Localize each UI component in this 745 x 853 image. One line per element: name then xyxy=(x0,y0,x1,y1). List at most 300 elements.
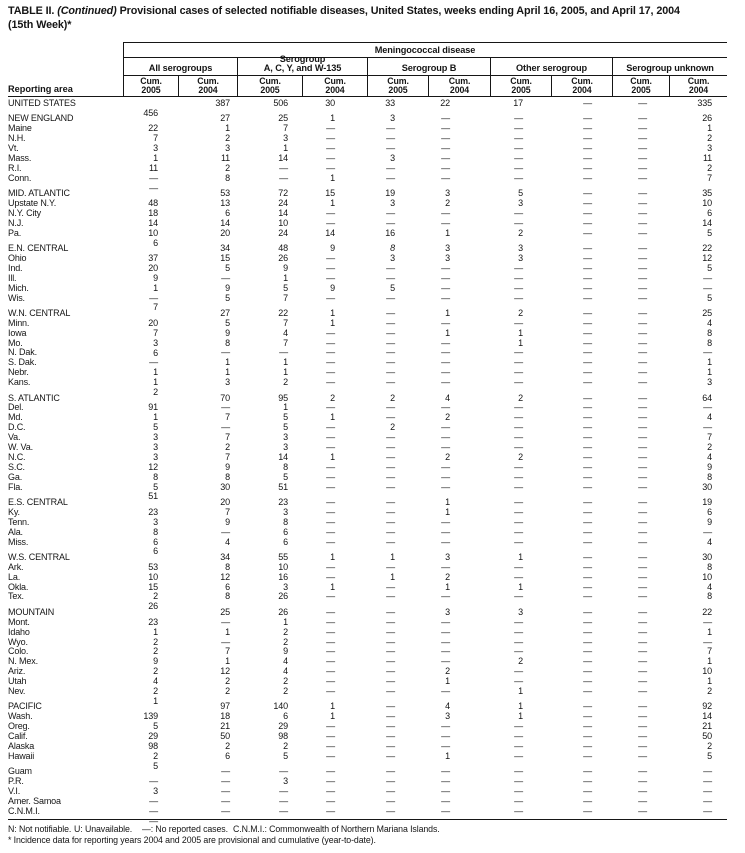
table-title xyxy=(8,5,727,32)
cell: — xyxy=(386,561,395,572)
cell: 1 xyxy=(225,656,230,667)
cell: — xyxy=(514,766,523,777)
cell: — xyxy=(638,481,647,492)
cell: 1 xyxy=(283,616,288,627)
cell: — xyxy=(441,471,450,482)
cell: — xyxy=(326,805,335,816)
cell: — xyxy=(638,347,647,358)
cell: 2 xyxy=(445,571,450,582)
cell: 20 xyxy=(148,317,158,328)
cell: 3 xyxy=(283,506,288,517)
cell: — xyxy=(514,516,523,527)
cell: — xyxy=(514,442,523,452)
cell: — xyxy=(386,471,395,482)
row-area-label: Mo. xyxy=(8,337,23,348)
cell: 1 xyxy=(707,656,712,667)
row-area-label: N.J. xyxy=(8,217,24,228)
cell: — xyxy=(638,731,647,742)
cell: 1 xyxy=(153,367,158,378)
row-area-label: Tenn. xyxy=(8,516,30,527)
cell: — xyxy=(326,402,335,413)
row-area-label: N.H. xyxy=(8,133,26,144)
cum-year-header: Cum. 2005 xyxy=(612,75,669,97)
cell: 20 xyxy=(220,227,230,238)
row-area-label: Miss. xyxy=(8,536,29,547)
cell: 2 xyxy=(225,162,230,173)
cell: — xyxy=(386,685,395,696)
cell: — xyxy=(583,282,592,293)
cell: 6 xyxy=(283,711,288,722)
cell: 14 xyxy=(148,217,158,228)
cell: — xyxy=(583,392,592,403)
footnote-not-notifiable: N: Not notifiable. xyxy=(8,823,72,834)
cell: 23 xyxy=(278,496,288,507)
cell: — xyxy=(386,262,395,273)
cell: 23 xyxy=(148,506,158,517)
table-container xyxy=(8,0,727,853)
cell: 8 xyxy=(707,337,712,348)
cell: — xyxy=(638,496,647,507)
cell: 3 xyxy=(445,252,450,263)
cell: — xyxy=(514,262,523,273)
cell: — xyxy=(583,701,592,712)
cell: 9 xyxy=(225,461,230,472)
cell: — xyxy=(583,461,592,472)
cell: — xyxy=(441,207,450,218)
cell: 9 xyxy=(283,646,288,657)
cell: — xyxy=(638,666,647,677)
cell: — xyxy=(638,143,647,154)
cell: — xyxy=(386,207,395,218)
row-area-label: Wyo. xyxy=(8,636,28,647)
cell: — xyxy=(326,292,335,303)
cell: — xyxy=(638,292,647,303)
cell: — xyxy=(386,272,395,283)
cell: — xyxy=(638,272,647,283)
header-bottom-rule xyxy=(8,96,727,97)
cell: 3 xyxy=(153,442,158,453)
row-area-label: D.C. xyxy=(8,422,26,433)
row-area-label: Fla. xyxy=(8,481,23,492)
cell: — xyxy=(221,766,230,777)
cell: — xyxy=(638,188,647,199)
cell: 1 xyxy=(225,626,230,637)
cell: — xyxy=(638,551,647,562)
cell: 6 xyxy=(153,347,158,358)
cell: — xyxy=(514,805,523,816)
cell: 2 xyxy=(390,392,395,403)
cell: — xyxy=(583,317,592,328)
cell: 3 xyxy=(283,581,288,592)
cell: 1 xyxy=(445,496,450,507)
cell: — xyxy=(514,636,523,647)
cell: 9 xyxy=(153,656,158,667)
cell: — xyxy=(583,188,592,199)
cell: — xyxy=(514,536,523,547)
cell: — xyxy=(386,337,395,348)
cell: — xyxy=(583,292,592,303)
cell: — xyxy=(514,721,523,732)
cell: 95 xyxy=(278,392,288,403)
cell: — xyxy=(703,795,712,806)
cell: — xyxy=(638,795,647,806)
cell: — xyxy=(386,461,395,472)
cell: — xyxy=(221,402,230,413)
cell: — xyxy=(638,536,647,547)
cell: — xyxy=(386,646,395,657)
cell: — xyxy=(326,367,335,378)
cell: 70 xyxy=(220,392,230,403)
cell: — xyxy=(583,561,592,572)
cell: — xyxy=(441,292,450,303)
cell: 17 xyxy=(513,98,523,108)
cell: 2 xyxy=(283,740,288,751)
cell: 3 xyxy=(283,432,288,443)
cell: — xyxy=(441,591,450,602)
cell: 16 xyxy=(278,571,288,582)
cell: 1 xyxy=(445,327,450,338)
table-section xyxy=(8,701,727,771)
cell: — xyxy=(583,98,592,108)
cell: 7 xyxy=(283,317,288,328)
table-row xyxy=(8,172,727,193)
cell: 1 xyxy=(330,451,335,462)
cell: — xyxy=(514,786,523,796)
cell: — xyxy=(583,207,592,218)
cell: 3 xyxy=(283,442,288,452)
cell: — xyxy=(441,217,450,228)
cell: — xyxy=(514,317,523,328)
cell: — xyxy=(583,432,592,443)
cell: 15 xyxy=(220,252,230,263)
cell: — xyxy=(583,143,592,154)
cell: — xyxy=(326,461,335,472)
cell: — xyxy=(638,461,647,472)
cell: 3 xyxy=(445,188,450,199)
cell: — xyxy=(441,143,450,154)
cell: — xyxy=(583,591,592,602)
serogroup-header: Serogroup A, C, Y, and W-135 xyxy=(237,57,367,75)
cell: — xyxy=(638,327,647,338)
cell: — xyxy=(441,526,450,537)
cell: 29 xyxy=(278,721,288,732)
cell: — xyxy=(326,133,335,144)
cell: — xyxy=(326,685,335,696)
cell: — xyxy=(441,656,450,667)
cell: 3 xyxy=(518,243,523,254)
cell: 9 xyxy=(225,516,230,527)
cell: — xyxy=(386,750,395,761)
cell: — xyxy=(386,805,395,816)
cell: 2 xyxy=(707,442,712,452)
cell: — xyxy=(583,217,592,228)
cell: — xyxy=(326,123,335,134)
cell: 335 xyxy=(697,98,712,108)
footnote-incidence: * Incidence data for reporting years 2004 and 2005 are provisional and cumulative (year-to-date). xyxy=(8,834,376,845)
cell: — xyxy=(279,786,288,796)
cell: — xyxy=(386,591,395,602)
table-body xyxy=(8,98,727,826)
cell: — xyxy=(149,292,158,303)
cell: 11 xyxy=(148,162,158,173)
cell: — xyxy=(326,162,335,173)
cell: 7 xyxy=(153,133,158,144)
cell: 6 xyxy=(707,506,712,517)
cell: — xyxy=(326,516,335,527)
cell: — xyxy=(326,786,335,796)
cell: — xyxy=(583,307,592,318)
row-area-label: Ill. xyxy=(8,272,17,283)
cell: 4 xyxy=(283,327,288,338)
cell: — xyxy=(386,292,395,303)
cell: 5 xyxy=(283,750,288,761)
cell: — xyxy=(441,740,450,751)
table-section xyxy=(8,606,727,706)
cell: — xyxy=(638,307,647,318)
cell: — xyxy=(638,471,647,482)
cell: — xyxy=(583,766,592,777)
cell: 7 xyxy=(225,451,230,462)
cell: 21 xyxy=(702,721,712,732)
cell: 6 xyxy=(153,536,158,547)
title-week: (15th Week)* xyxy=(8,18,72,31)
cell: 22 xyxy=(148,123,158,134)
cell: 1 xyxy=(707,626,712,637)
cell: 51 xyxy=(278,481,288,492)
cell: — xyxy=(583,347,592,358)
cell: — xyxy=(386,766,395,777)
row-area-label: Iowa xyxy=(8,327,27,338)
cell: 3 xyxy=(707,377,712,388)
table-section xyxy=(8,188,727,248)
cell: — xyxy=(326,471,335,482)
serogroup-header: Other serogroup xyxy=(490,57,612,75)
row-area-label: E.N. CENTRAL xyxy=(8,243,69,254)
cell: 37 xyxy=(148,252,158,263)
cell: — xyxy=(326,646,335,657)
cell: — xyxy=(514,740,523,751)
table-row xyxy=(8,98,727,118)
cell: 22 xyxy=(278,307,288,318)
cell: — xyxy=(514,626,523,637)
cell: — xyxy=(441,805,450,816)
cell: 4 xyxy=(707,581,712,592)
cell: — xyxy=(221,795,230,806)
cell: 6 xyxy=(283,526,288,537)
cell: — xyxy=(583,750,592,761)
cell: 91 xyxy=(148,402,158,413)
footnote-legend xyxy=(8,824,727,835)
cell: — xyxy=(514,561,523,572)
cell: 15 xyxy=(148,581,158,592)
cell: 2 xyxy=(153,387,158,398)
cell: — xyxy=(638,636,647,647)
cell: 4 xyxy=(707,451,712,462)
cell: 7 xyxy=(225,432,230,443)
table-section xyxy=(8,98,727,118)
cell: 1 xyxy=(445,750,450,761)
cell: — xyxy=(386,731,395,742)
cell: — xyxy=(583,262,592,273)
cell: — xyxy=(386,606,395,617)
cell: — xyxy=(441,795,450,806)
cell: — xyxy=(441,422,450,433)
cell: 4 xyxy=(707,536,712,547)
cell: — xyxy=(583,571,592,582)
row-area-label: Calif. xyxy=(8,731,28,742)
cell: — xyxy=(386,656,395,667)
cell: — xyxy=(441,262,450,273)
cell: 2 xyxy=(445,412,450,423)
cell: — xyxy=(441,367,450,378)
cell: — xyxy=(386,412,395,423)
cell: — xyxy=(326,750,335,761)
cell: 5 xyxy=(707,262,712,273)
row-area-label: Tex. xyxy=(8,591,24,602)
row-area-label: Ind. xyxy=(8,262,23,273)
cell: — xyxy=(638,721,647,732)
row-area-label: Guam xyxy=(8,766,32,777)
row-area-label: Vt. xyxy=(8,143,19,154)
cell: — xyxy=(441,113,450,124)
cell: 9 xyxy=(225,282,230,293)
cell: — xyxy=(703,272,712,283)
cell: 7 xyxy=(283,123,288,134)
cell: 8 xyxy=(225,561,230,572)
cell: — xyxy=(386,626,395,637)
cell: — xyxy=(638,616,647,627)
cell: 2 xyxy=(330,392,335,403)
cell: 10 xyxy=(278,217,288,228)
cell: — xyxy=(326,766,335,777)
cum-year-header: Cum. 2005 xyxy=(237,75,302,97)
cell: 5 xyxy=(707,227,712,238)
cell: 8 xyxy=(225,471,230,482)
cell: — xyxy=(583,412,592,423)
cell: 3 xyxy=(225,377,230,388)
cell: — xyxy=(703,776,712,787)
cell: — xyxy=(386,636,395,647)
cell: 1 xyxy=(518,327,523,338)
cell: 51 xyxy=(148,491,158,502)
cell: 5 xyxy=(153,481,158,492)
cell: 1 xyxy=(330,701,335,712)
cell: — xyxy=(386,740,395,751)
row-area-label: Ark. xyxy=(8,561,24,572)
cell: — xyxy=(441,766,450,777)
cell: 11 xyxy=(220,152,230,163)
cell: — xyxy=(583,656,592,667)
cell: 1 xyxy=(707,367,712,378)
cell: — xyxy=(638,656,647,667)
cell: — xyxy=(583,646,592,657)
row-area-label: Maine xyxy=(8,123,32,134)
cell: — xyxy=(638,766,647,777)
cell: 3 xyxy=(518,606,523,617)
cell: — xyxy=(386,721,395,732)
cell: — xyxy=(514,571,523,582)
cell: 6 xyxy=(225,207,230,218)
cell: — xyxy=(221,347,230,358)
row-area-label: Ariz. xyxy=(8,666,26,677)
cell: 2 xyxy=(283,676,288,687)
cell: 2 xyxy=(518,656,523,667)
cell: 1 xyxy=(445,227,450,238)
cell: 98 xyxy=(278,731,288,742)
cell: 19 xyxy=(702,496,712,507)
cell: — xyxy=(514,526,523,537)
cell: 7 xyxy=(707,432,712,443)
cell: — xyxy=(638,152,647,163)
cell: — xyxy=(149,795,158,806)
cell: — xyxy=(326,795,335,806)
cell: — xyxy=(638,646,647,657)
cell: — xyxy=(326,337,335,348)
cell: 5 xyxy=(225,292,230,303)
cell: — xyxy=(326,506,335,517)
cell: 14 xyxy=(220,217,230,228)
table-section xyxy=(8,766,727,826)
cell: 3 xyxy=(283,133,288,144)
cell: — xyxy=(638,711,647,722)
serogroup-header: Serogroup B xyxy=(367,57,490,75)
cell: 22 xyxy=(702,606,712,617)
cell: — xyxy=(441,731,450,742)
cell: 1 xyxy=(330,317,335,328)
cell: — xyxy=(703,616,712,627)
cell: — xyxy=(583,172,592,183)
cell: — xyxy=(441,172,450,183)
cell: 22 xyxy=(440,98,450,108)
cell: 2 xyxy=(225,740,230,751)
cell: — xyxy=(149,776,158,787)
row-area-label: Conn. xyxy=(8,172,32,183)
cell: 25 xyxy=(278,113,288,124)
cell: — xyxy=(583,252,592,263)
cell: 27 xyxy=(220,307,230,318)
cell: 16 xyxy=(385,227,395,238)
cell: 2 xyxy=(707,740,712,751)
cell: 2 xyxy=(153,636,158,647)
cell: 1 xyxy=(445,506,450,517)
table-header xyxy=(8,42,727,97)
cell: — xyxy=(583,616,592,627)
cell: — xyxy=(441,561,450,572)
cell: — xyxy=(221,422,230,433)
cell: — xyxy=(441,377,450,388)
cell: 9 xyxy=(153,272,158,283)
row-area-label: Pa. xyxy=(8,227,22,238)
cell: — xyxy=(149,182,158,193)
cell: 30 xyxy=(220,481,230,492)
cell: 1 xyxy=(390,571,395,582)
cell: — xyxy=(386,776,395,787)
cell: — xyxy=(514,133,523,144)
cell: — xyxy=(386,357,395,368)
cell: 6 xyxy=(153,237,158,248)
cell: — xyxy=(583,442,592,452)
cell: 97 xyxy=(220,701,230,712)
cell: 1 xyxy=(707,676,712,687)
cell: 2 xyxy=(153,750,158,761)
cell: 1 xyxy=(518,711,523,722)
cell: 8 xyxy=(153,471,158,482)
row-area-label: Amer. Samoa xyxy=(8,795,61,806)
cell: — xyxy=(703,526,712,537)
cell: — xyxy=(441,282,450,293)
cell: — xyxy=(386,347,395,358)
row-area-label: N. Dak. xyxy=(8,347,37,358)
